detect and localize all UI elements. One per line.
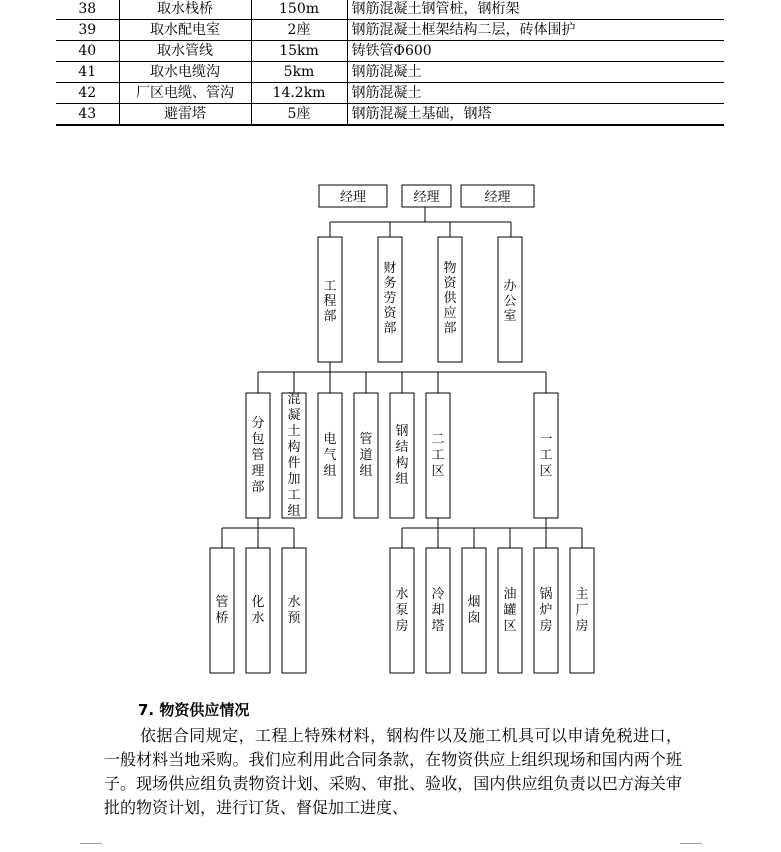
box-label: 混凝土构件加工组: [287, 392, 301, 519]
item-description: 铸铁管Φ600: [347, 41, 724, 62]
sub-team-box: [426, 548, 450, 673]
item-name: 取水管线: [119, 41, 251, 62]
box-label: 钢结构组: [395, 424, 409, 487]
unit-box: [354, 393, 378, 518]
sub-team-box: [534, 548, 558, 673]
section-title: 7. 物资供应情况: [138, 701, 250, 719]
row-number: 41: [56, 62, 119, 83]
item-description: 钢筋混凝土框架结构二层，砖体围护: [347, 20, 724, 41]
department-box: [378, 237, 402, 362]
sub-team-box: [210, 548, 234, 673]
box-label: 财务劳资部: [383, 261, 397, 336]
box-label: 管桥: [215, 595, 229, 626]
sub-team-box: [282, 548, 306, 673]
item-quantity: 2座: [251, 20, 347, 41]
sub-team-box: [246, 548, 270, 673]
item-name: 取水配电室: [119, 20, 251, 41]
sub-team-box: [390, 548, 414, 673]
box-label: 工程部: [323, 279, 337, 324]
item-quantity: 5座: [251, 104, 347, 126]
row-number: 40: [56, 41, 119, 62]
box-label: 主厂房: [575, 587, 589, 634]
row-number: 39: [56, 20, 119, 41]
unit-box: [426, 393, 450, 518]
sub-team-box: [498, 548, 522, 673]
row-number: 38: [56, 0, 119, 20]
section-body: 依据合同规定，工程上特殊材料，钢构件以及施工机具可以申请免税进口，一般材料当地采购。我们应利用此合同条款，在物资供应上组织现场和国内两个班子。现场供应组负责物资计划、采购、审批、验收，国内供应组负责以巴方海关审批的物资计划，进行订货、督促加工进度、: [104, 726, 682, 817]
box-label: 二工区: [431, 432, 445, 479]
unit-box: [246, 393, 270, 518]
sub-team-box: [462, 548, 486, 673]
box-label: 经理: [413, 190, 440, 205]
item-quantity: 5km: [251, 62, 347, 83]
box-label: 烟囱: [467, 595, 481, 626]
item-quantity: 14.2km: [251, 83, 347, 104]
box-label: 电气组: [323, 432, 337, 479]
box-label: 水预: [287, 595, 301, 626]
item-description: 钢筋混凝土: [347, 83, 724, 104]
department-box: [498, 237, 522, 362]
item-description: 钢筋混凝土: [347, 62, 724, 83]
item-description: 钢筋混凝土钢管桩，钢桁架: [347, 0, 724, 20]
box-label: 经理: [339, 190, 367, 205]
box-label: 化水: [251, 595, 265, 626]
box-label: 办公室: [503, 279, 517, 324]
row-number: 42: [56, 83, 119, 104]
item-name: 避雷塔: [119, 104, 251, 126]
box-label: 分包管理部: [251, 416, 265, 495]
department-box: [438, 237, 462, 362]
row-number: 43: [56, 104, 119, 126]
unit-box: [534, 393, 558, 518]
box-label: 冷却塔: [431, 587, 445, 634]
item-quantity: 15km: [251, 41, 347, 62]
box-label: 物资供应部: [443, 261, 457, 336]
unit-box: [318, 393, 342, 518]
item-name: 取水电缆沟: [119, 62, 251, 83]
unit-box: [282, 392, 306, 519]
box-label: 管道组: [359, 432, 373, 479]
box-label: 水泵房: [395, 587, 409, 634]
box-label: 经理: [484, 190, 511, 205]
department-box: [318, 237, 342, 362]
manager-box: [402, 185, 451, 207]
unit-box: [390, 393, 414, 518]
box-label: 锅炉房: [539, 587, 553, 634]
box-label: 一工区: [539, 432, 553, 479]
sub-team-box: [570, 548, 594, 673]
item-description: 钢筋混凝土基础，钢塔: [347, 104, 724, 126]
box-label: 油罐区: [503, 587, 517, 634]
manager-box: [319, 185, 387, 207]
item-quantity: 150m: [251, 0, 347, 20]
item-name: 取水栈桥: [119, 0, 251, 20]
manager-box: [461, 185, 534, 207]
item-name: 厂区电缆、管沟: [119, 83, 251, 104]
